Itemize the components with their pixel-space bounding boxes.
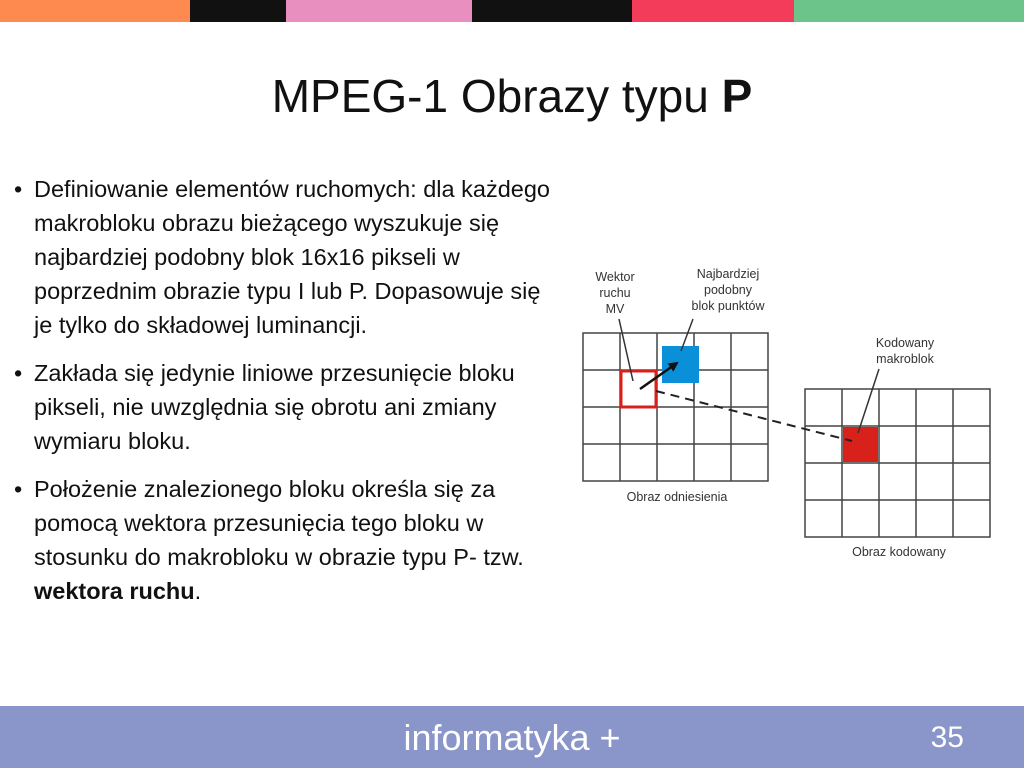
top-bar-segment-red (632, 0, 794, 22)
label-similar-line3: blok punktów (691, 299, 765, 313)
motion-vector-diagram (560, 255, 1000, 575)
label-vector-line1: Wektor (595, 270, 635, 284)
bullet-text: Zakłada się jedynie liniowe przesunięcie bloku pikseli, nie uwzględnia się obrotu ani zmiany wymiaru bloku. (34, 360, 515, 454)
bullet-text-suffix: . (194, 578, 202, 604)
bullet-marker: • (14, 476, 23, 502)
leader-line-coded (858, 369, 879, 433)
coded-macroblock (843, 427, 878, 462)
top-bar-segment-pink (286, 0, 472, 22)
bullet-item-1 (14, 172, 559, 342)
diagram-svg (560, 255, 1000, 575)
footer-bar (0, 706, 1024, 768)
dashed-connector (656, 391, 852, 441)
bullet-text: Położenie znalezionego bloku określa się za pomocą wektora przesunięcia tego bloku w stosunku do makrobloku w obrazie typu P- tzw. (34, 476, 524, 570)
slide-title-bold: P (721, 70, 753, 122)
label-reference-image: Obraz odniesienia (626, 490, 728, 504)
label-vector-line2: ruchu (599, 286, 631, 300)
label-coded-line1: Kodowany (875, 336, 935, 350)
similar-block (662, 346, 699, 383)
label-coded-line2: makroblok (876, 352, 934, 366)
bullet-text: Definiowanie elementów ruchomych: dla każdego makrobloku obrazu bieżącego wyszukuje się najbardziej podobny blok 16x16 pikseli w poprzednim obrazie typu I lub P. Dopasowuje się je tylko do składowej luminancji. (34, 176, 550, 338)
bullet-item-2 (14, 356, 559, 458)
page-number: 35 (930, 721, 964, 754)
bullet-item-3 (14, 472, 559, 608)
label-similar-line2: podobny (704, 283, 752, 297)
label-vector-line3: MV (605, 302, 625, 316)
bullet-text-bold: wektora ruchu (34, 578, 195, 604)
slide-title (0, 66, 1024, 126)
top-color-bar (0, 0, 1024, 22)
matched-block-outline (621, 371, 656, 407)
footer-brand: informatyka + (403, 717, 621, 758)
top-bar-segment-black-2 (472, 0, 632, 22)
top-bar-segment-black-1 (190, 0, 286, 22)
label-coded-image: Obraz kodowany (852, 545, 946, 559)
bullet-marker: • (14, 176, 23, 202)
bullet-list (14, 172, 559, 622)
top-bar-segment-green (794, 0, 1024, 22)
slide-title-text: MPEG-1 Obrazy typu (271, 70, 722, 122)
label-similar-line1: Najbardziej (696, 267, 760, 281)
top-bar-segment-orange (0, 0, 190, 22)
coded-frame-grid (805, 389, 990, 537)
bullet-marker: • (14, 360, 23, 386)
